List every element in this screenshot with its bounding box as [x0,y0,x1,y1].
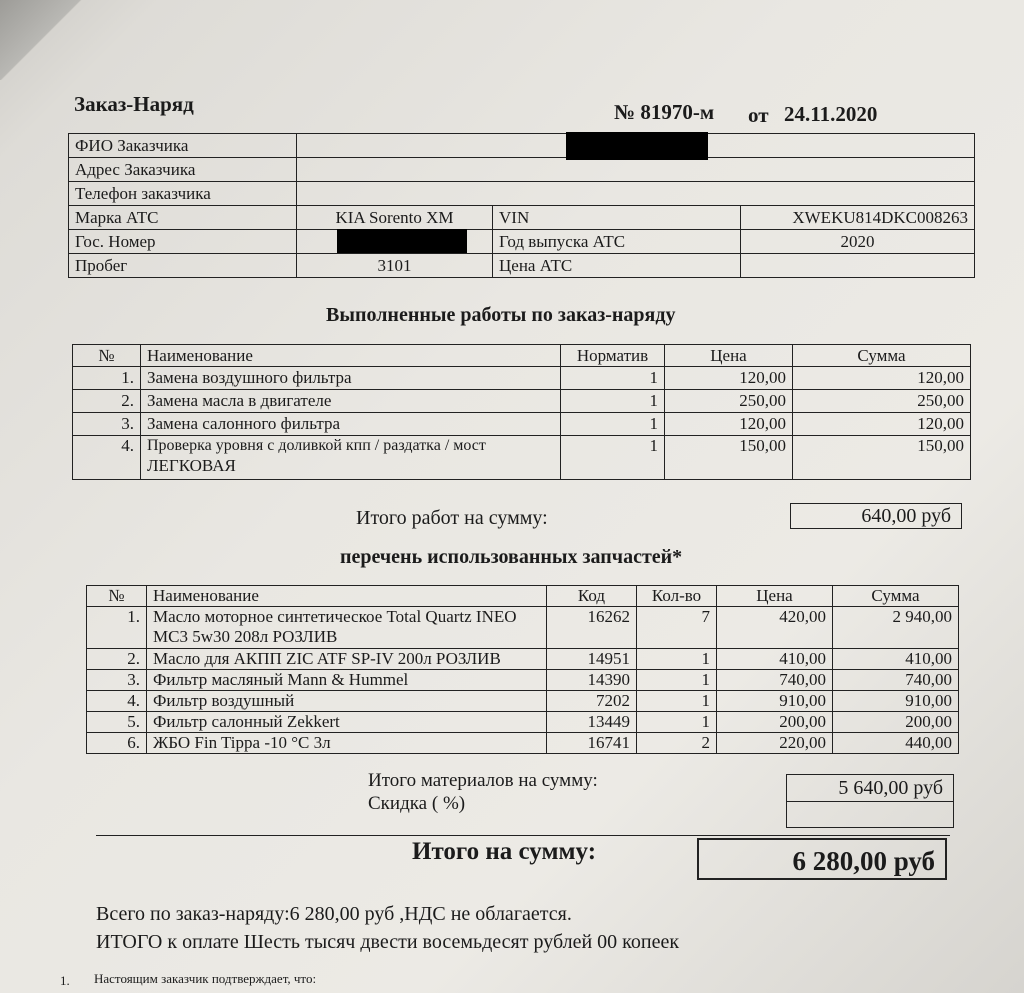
row-qty: 1 [637,691,717,712]
works-table [72,344,971,480]
row-name: Замена салонного фильтра [141,413,561,436]
row-name: Фильтр масляный Mann & Hummel [147,670,547,691]
row-num: 3. [73,413,141,436]
parts-header-num: № [87,586,147,607]
footer-amount-words: ИТОГО к оплате Шесть тысяч двести восемьдесят рублей 00 копеек [96,931,680,953]
order-number: № 81970-м [614,100,715,124]
make-label: Марка АТС [69,206,297,230]
parts-table [86,585,959,754]
row-norm: 1 [561,413,665,436]
redacted-plate [337,229,467,253]
row-sum: 120,00 [793,413,971,436]
parts-total-value: 5 640,00 руб [787,775,953,802]
parts-header-price: Цена [717,586,833,607]
row-sum: 2 940,00 [833,607,959,649]
row-price: 420,00 [717,607,833,649]
parts-total-label: Итого материалов на сумму: [368,770,598,791]
row-name-line1: Проверка уровня с доливкой кпп / раздатка / мост [147,437,486,454]
table-row [73,367,971,390]
table-row [73,390,971,413]
make-value: KIA Sorento XM [297,206,493,230]
row-name: ЖБО Fin Tippa -10 °C 3л [147,733,547,754]
row-num: 6. [87,733,147,754]
year-value: 2020 [741,230,975,254]
phone-label: Телефон заказчика [69,182,297,206]
vin-value: XWEKU814DKC008263 [741,206,975,230]
parts-header-sum: Сумма [833,586,959,607]
vin-label: VIN [493,206,741,230]
row-code: 16741 [547,733,637,754]
row-num: 4. [73,436,141,480]
row-sum: 410,00 [833,649,959,670]
grand-total-value: 6 280,00 руб [697,838,947,880]
year-label: Год выпуска АТС [493,230,741,254]
price-label: Цена АТС [493,254,741,278]
address-label: Адрес Заказчика [69,158,297,182]
parts-header-code: Код [547,586,637,607]
row-sum: 740,00 [833,670,959,691]
address-value [297,158,975,182]
discount-label: Скидка ( %) [368,793,466,814]
phone-value [297,182,975,206]
works-header-price: Цена [665,345,793,367]
works-total-label: Итого работ на сумму: [356,507,548,529]
row-qty: 1 [637,712,717,733]
row-num: 1. [87,607,147,649]
mileage-label: Пробег [69,254,297,278]
row-name: Замена масла в двигателе [141,390,561,413]
row-price: 120,00 [665,367,793,390]
table-row [73,436,971,480]
table-row [87,607,959,649]
row-name [147,607,547,649]
row-code: 14390 [547,670,637,691]
row-code: 13449 [547,712,637,733]
row-num: 5. [87,712,147,733]
row-code: 14951 [547,649,637,670]
row-price: 200,00 [717,712,833,733]
row-sum: 150,00 [793,436,971,480]
parts-title: перечень использованных запчастей* [340,546,683,568]
note-number: 1. [60,973,70,988]
row-norm: 1 [561,436,665,480]
table-row [87,712,959,733]
row-sum: 200,00 [833,712,959,733]
row-name: Замена воздушного фильтра [141,367,561,390]
table-row [87,670,959,691]
redacted-fio [566,132,708,160]
row-price: 740,00 [717,670,833,691]
row-num: 2. [87,649,147,670]
works-header-norm: Норматив [561,345,665,367]
row-name-line2: MC3 5w30 208л РОЗЛИВ [153,627,338,646]
customer-table [68,133,975,278]
row-qty: 2 [637,733,717,754]
row-qty: 7 [637,607,717,649]
works-header-num: № [73,345,141,367]
page-corner-shadow [0,0,120,80]
row-name-line2: ЛЕГКОВАЯ [147,456,236,475]
plate-label: Гос. Номер [69,230,297,254]
row-norm: 1 [561,390,665,413]
row-price: 250,00 [665,390,793,413]
parts-header-qty: Кол-во [637,586,717,607]
row-name-line1: Масло моторное синтетическое Total Quartz INEO [153,607,517,626]
row-sum: 440,00 [833,733,959,754]
price-value [741,254,975,278]
date-prefix: от [748,103,769,127]
row-name: Масло для АКПП ZIC ATF SP-IV 200л РОЗЛИВ [147,649,547,670]
parts-header-name: Наименование [147,586,547,607]
row-num: 2. [73,390,141,413]
works-header-sum: Сумма [793,345,971,367]
row-price: 120,00 [665,413,793,436]
row-code: 16262 [547,607,637,649]
works-title: Выполненные работы по заказ-наряду [326,304,676,326]
row-price: 150,00 [665,436,793,480]
row-name [141,436,561,480]
row-code: 7202 [547,691,637,712]
row-qty: 1 [637,670,717,691]
table-row [73,413,971,436]
table-row [87,691,959,712]
grand-total-label: Итого на сумму: [412,838,597,865]
document-title: Заказ-Наряд [74,92,194,116]
table-row [87,733,959,754]
divider [96,835,950,836]
order-date: 24.11.2020 [784,102,878,126]
row-num: 1. [73,367,141,390]
fio-label: ФИО Заказчика [69,134,297,158]
works-header-name: Наименование [141,345,561,367]
row-norm: 1 [561,367,665,390]
row-num: 4. [87,691,147,712]
mileage-value: 3101 [297,254,493,278]
row-sum: 910,00 [833,691,959,712]
row-sum: 250,00 [793,390,971,413]
row-name: Фильтр салонный Zekkert [147,712,547,733]
footer-total-line: Всего по заказ-наряду:6 280,00 руб ,НДС не облагается. [96,903,572,925]
works-total-value: 640,00 руб [790,503,962,529]
row-num: 3. [87,670,147,691]
row-price: 410,00 [717,649,833,670]
row-price: 910,00 [717,691,833,712]
table-row [87,649,959,670]
parts-total-box [786,774,954,828]
row-price: 220,00 [717,733,833,754]
note-text: Настоящим заказчик подтверждает, что: [94,971,317,986]
row-sum: 120,00 [793,367,971,390]
row-qty: 1 [637,649,717,670]
row-name: Фильтр воздушный [147,691,547,712]
